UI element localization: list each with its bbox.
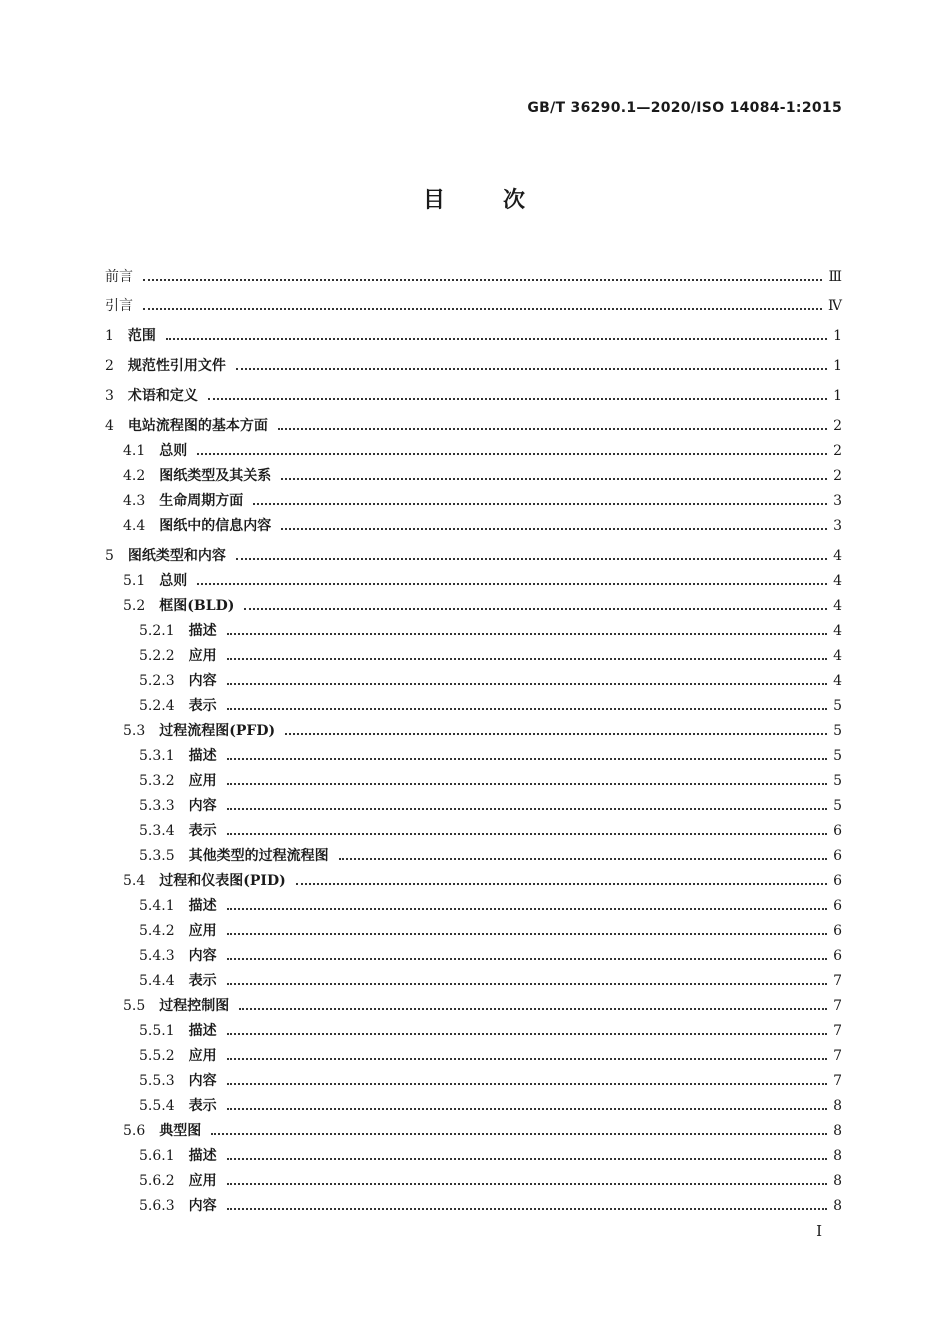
toc-entry[interactable] bbox=[105, 536, 842, 566]
toc-entry-page: 7 bbox=[833, 1048, 842, 1064]
toc-entry-page: 6 bbox=[833, 823, 842, 839]
page-title bbox=[0, 183, 950, 214]
toc-entry[interactable] bbox=[105, 316, 842, 346]
toc-entry[interactable] bbox=[105, 741, 842, 766]
toc-entry-title: 表示 bbox=[188, 823, 217, 839]
toc-entry-number: 5.2.1 bbox=[139, 623, 175, 639]
toc-entry-number: 5.2.4 bbox=[139, 698, 175, 714]
standard-code: GB/T 36290.1—2020/ISO 14084-1:2015 bbox=[527, 100, 842, 116]
toc-entry[interactable] bbox=[105, 258, 842, 287]
toc-entry-title: 应用 bbox=[188, 923, 217, 939]
toc-entry-title: 总则 bbox=[159, 573, 188, 589]
dot-leader bbox=[227, 833, 827, 835]
toc-entry-title: 描述 bbox=[188, 1148, 217, 1164]
toc-entry-page: 1 bbox=[833, 388, 842, 404]
toc-entry-title: 应用 bbox=[188, 1048, 217, 1064]
toc-entry-page: 2 bbox=[833, 468, 842, 484]
toc-entry-number: 5.1 bbox=[123, 573, 146, 589]
toc-entry-page: 1 bbox=[833, 358, 842, 374]
dot-leader bbox=[339, 858, 827, 860]
toc-entry-page: 2 bbox=[833, 418, 842, 434]
toc-entry-page: 8 bbox=[833, 1123, 842, 1139]
dot-leader bbox=[239, 1008, 827, 1010]
toc-entry-title: 图纸类型及其关系 bbox=[159, 468, 272, 484]
toc-entry-page: 2 bbox=[833, 443, 842, 459]
toc-entry[interactable] bbox=[105, 691, 842, 716]
toc-entry-title: 图纸中的信息内容 bbox=[159, 518, 272, 534]
toc-entry-number: 5.4.2 bbox=[139, 923, 175, 939]
dot-leader bbox=[143, 279, 822, 281]
toc-entry[interactable] bbox=[105, 841, 842, 866]
toc-entry-title: 引言 bbox=[105, 298, 133, 314]
toc-entry-number: 5.3.4 bbox=[139, 823, 175, 839]
toc-entry-page: 6 bbox=[833, 948, 842, 964]
dot-leader bbox=[208, 398, 827, 400]
toc-entry[interactable] bbox=[105, 1116, 842, 1141]
toc-entry-number: 5.5.1 bbox=[139, 1023, 175, 1039]
page-number: I bbox=[816, 1222, 822, 1240]
toc-entry[interactable] bbox=[105, 941, 842, 966]
dot-leader bbox=[227, 983, 827, 985]
dot-leader bbox=[227, 758, 827, 760]
toc-entry-page: 1 bbox=[833, 328, 842, 344]
toc-entry[interactable] bbox=[105, 436, 842, 461]
toc-entry-number: 5.6 bbox=[123, 1123, 146, 1139]
toc-entry[interactable] bbox=[105, 591, 842, 616]
toc-entry-title: 过程控制图 bbox=[159, 998, 230, 1014]
dot-leader bbox=[285, 733, 827, 735]
toc-entry-number: 5.6.1 bbox=[139, 1148, 175, 1164]
toc-entry[interactable] bbox=[105, 616, 842, 641]
toc-entry-title: 其他类型的过程流程图 bbox=[188, 848, 329, 864]
toc-entry[interactable] bbox=[105, 916, 842, 941]
toc-entry[interactable] bbox=[105, 287, 842, 316]
toc-entry-title: 电站流程图的基本方面 bbox=[127, 418, 268, 434]
toc-entry-title: 表示 bbox=[188, 1098, 217, 1114]
toc-entry-title: 图纸类型和内容 bbox=[127, 548, 226, 564]
dot-leader bbox=[227, 683, 827, 685]
toc-entry[interactable] bbox=[105, 866, 842, 891]
dot-leader bbox=[197, 453, 827, 455]
toc-entry[interactable] bbox=[105, 461, 842, 486]
dot-leader bbox=[253, 503, 827, 505]
toc-entry-page: 7 bbox=[833, 1023, 842, 1039]
toc-entry-title: 典型图 bbox=[159, 1123, 202, 1139]
toc-entry[interactable] bbox=[105, 1191, 842, 1216]
title-char-2: 次 bbox=[503, 188, 528, 213]
toc-entry-number: 2 bbox=[105, 358, 114, 374]
toc-entry[interactable] bbox=[105, 991, 842, 1016]
toc-entry[interactable] bbox=[105, 566, 842, 591]
toc-entry-page: 6 bbox=[833, 848, 842, 864]
toc-entry[interactable] bbox=[105, 486, 842, 511]
dot-leader bbox=[227, 633, 827, 635]
toc-entry-page: Ⅲ bbox=[828, 269, 842, 285]
toc-entry[interactable] bbox=[105, 1016, 842, 1041]
toc-entry-title: 前言 bbox=[105, 269, 133, 285]
toc-entry-title: 内容 bbox=[188, 673, 217, 689]
dot-leader bbox=[143, 308, 822, 310]
toc-entry-number: 5.5.4 bbox=[139, 1098, 175, 1114]
toc-entry-page: 6 bbox=[833, 923, 842, 939]
title-char-1: 目 bbox=[422, 188, 447, 213]
toc-entry[interactable] bbox=[105, 891, 842, 916]
toc-entry-number: 5.6.2 bbox=[139, 1173, 175, 1189]
toc-entry-title: 规范性引用文件 bbox=[127, 358, 226, 374]
toc-entry-title: 内容 bbox=[188, 1198, 217, 1214]
toc-entry-number: 5.4.4 bbox=[139, 973, 175, 989]
dot-leader bbox=[227, 908, 827, 910]
toc-entry[interactable] bbox=[105, 716, 842, 741]
dot-leader bbox=[227, 1158, 827, 1160]
toc-entry-title: 生命周期方面 bbox=[159, 493, 244, 509]
toc-entry-number: 5.6.3 bbox=[139, 1198, 175, 1214]
toc-entry-page: 6 bbox=[833, 873, 842, 889]
toc-entry-title: 应用 bbox=[188, 648, 217, 664]
toc-entry-title: 内容 bbox=[188, 798, 217, 814]
dot-leader bbox=[227, 933, 827, 935]
toc-entry-title: 范围 bbox=[127, 328, 156, 344]
toc-entry-title: 描述 bbox=[188, 1023, 217, 1039]
toc-entry-title: 表示 bbox=[188, 973, 217, 989]
toc-entry-page: 4 bbox=[833, 548, 842, 564]
toc-entry-number: 5.3.3 bbox=[139, 798, 175, 814]
toc-entry-page: 4 bbox=[833, 673, 842, 689]
toc-entry-title: 过程流程图(PFD) bbox=[159, 723, 276, 739]
toc-entry[interactable] bbox=[105, 766, 842, 791]
toc-entry-title: 描述 bbox=[188, 898, 217, 914]
toc-entry[interactable] bbox=[105, 1141, 842, 1166]
dot-leader bbox=[244, 608, 827, 610]
toc-entry-title: 内容 bbox=[188, 1073, 217, 1089]
toc-entry[interactable] bbox=[105, 511, 842, 536]
toc-entry-number: 4 bbox=[105, 418, 114, 434]
toc-entry[interactable] bbox=[105, 791, 842, 816]
toc-entry-page: 8 bbox=[833, 1098, 842, 1114]
toc-entry-number: 5.3.2 bbox=[139, 773, 175, 789]
toc-entry-title: 内容 bbox=[188, 948, 217, 964]
dot-leader bbox=[227, 708, 827, 710]
toc-entry-title: 应用 bbox=[188, 773, 217, 789]
toc-entry-page: 3 bbox=[833, 518, 842, 534]
toc-entry-number: 5.2.3 bbox=[139, 673, 175, 689]
toc-entry-page: 7 bbox=[833, 973, 842, 989]
toc-entry-number: 5.2 bbox=[123, 598, 146, 614]
dot-leader bbox=[227, 1108, 827, 1110]
dot-leader bbox=[236, 558, 827, 560]
toc-entry-title: 总则 bbox=[159, 443, 188, 459]
toc-entry-page: 8 bbox=[833, 1173, 842, 1189]
dot-leader bbox=[166, 338, 827, 340]
toc-entry-number: 1 bbox=[105, 328, 114, 344]
toc-entry-page: 4 bbox=[833, 598, 842, 614]
toc-entry-page: 5 bbox=[833, 748, 842, 764]
toc-entry-page: 7 bbox=[833, 998, 842, 1014]
dot-leader bbox=[236, 368, 827, 370]
toc-entry-page: 5 bbox=[833, 798, 842, 814]
toc-entry-title: 表示 bbox=[188, 698, 217, 714]
toc-entry-number: 5 bbox=[105, 548, 114, 564]
dot-leader bbox=[211, 1133, 827, 1135]
toc-entry-number: 5.3.5 bbox=[139, 848, 175, 864]
dot-leader bbox=[281, 478, 827, 480]
toc-entry-number: 5.4.3 bbox=[139, 948, 175, 964]
toc-entry-number: 5.5 bbox=[123, 998, 146, 1014]
toc-entry-number: 5.4.1 bbox=[139, 898, 175, 914]
toc-entry[interactable] bbox=[105, 1066, 842, 1091]
toc-entry-title: 描述 bbox=[188, 623, 217, 639]
toc-entry-page: 8 bbox=[833, 1198, 842, 1214]
dot-leader bbox=[227, 1208, 827, 1210]
toc-entry-title: 应用 bbox=[188, 1173, 217, 1189]
toc-entry-page: 4 bbox=[833, 648, 842, 664]
toc-entry-number: 4.1 bbox=[123, 443, 146, 459]
toc-entry[interactable] bbox=[105, 1041, 842, 1066]
dot-leader bbox=[227, 1033, 827, 1035]
toc-entry-number: 5.2.2 bbox=[139, 648, 175, 664]
toc-entry-page: 5 bbox=[833, 723, 842, 739]
table-of-contents bbox=[105, 258, 842, 1216]
toc-entry-page: 6 bbox=[833, 898, 842, 914]
toc-entry[interactable] bbox=[105, 1091, 842, 1116]
toc-entry-number: 4.4 bbox=[123, 518, 146, 534]
toc-entry[interactable] bbox=[105, 406, 842, 436]
toc-entry-page: 5 bbox=[833, 698, 842, 714]
toc-entry-number: 4.3 bbox=[123, 493, 146, 509]
toc-entry-page: 5 bbox=[833, 773, 842, 789]
toc-entry-number: 3 bbox=[105, 388, 114, 404]
toc-entry[interactable] bbox=[105, 966, 842, 991]
dot-leader bbox=[227, 1183, 827, 1185]
toc-entry-number: 5.5.2 bbox=[139, 1048, 175, 1064]
toc-entry[interactable] bbox=[105, 666, 842, 691]
dot-leader bbox=[278, 428, 827, 430]
toc-entry-title: 过程和仪表图(PID) bbox=[159, 873, 286, 889]
toc-entry[interactable] bbox=[105, 641, 842, 666]
toc-entry-page: 3 bbox=[833, 493, 842, 509]
dot-leader bbox=[227, 1083, 827, 1085]
toc-entry-number: 5.3 bbox=[123, 723, 146, 739]
toc-entry-title: 框图(BLD) bbox=[159, 598, 235, 614]
dot-leader bbox=[227, 1058, 827, 1060]
dot-leader bbox=[227, 958, 827, 960]
dot-leader bbox=[296, 883, 827, 885]
toc-entry-number: 5.4 bbox=[123, 873, 146, 889]
toc-entry-page: 7 bbox=[833, 1073, 842, 1089]
toc-entry[interactable] bbox=[105, 1166, 842, 1191]
dot-leader bbox=[227, 808, 827, 810]
toc-entry-number: 5.3.1 bbox=[139, 748, 175, 764]
toc-entry-title: 描述 bbox=[188, 748, 217, 764]
dot-leader bbox=[197, 583, 827, 585]
toc-entry[interactable] bbox=[105, 346, 842, 376]
toc-entry-page: Ⅳ bbox=[828, 298, 842, 314]
toc-entry[interactable] bbox=[105, 816, 842, 841]
toc-entry-page: 8 bbox=[833, 1148, 842, 1164]
dot-leader bbox=[281, 528, 827, 530]
toc-entry-number: 4.2 bbox=[123, 468, 146, 484]
toc-entry-number: 5.5.3 bbox=[139, 1073, 175, 1089]
dot-leader bbox=[227, 658, 827, 660]
dot-leader bbox=[227, 783, 827, 785]
toc-entry-title: 术语和定义 bbox=[127, 388, 198, 404]
toc-entry-page: 4 bbox=[833, 623, 842, 639]
toc-entry[interactable] bbox=[105, 376, 842, 406]
toc-entry-page: 4 bbox=[833, 573, 842, 589]
